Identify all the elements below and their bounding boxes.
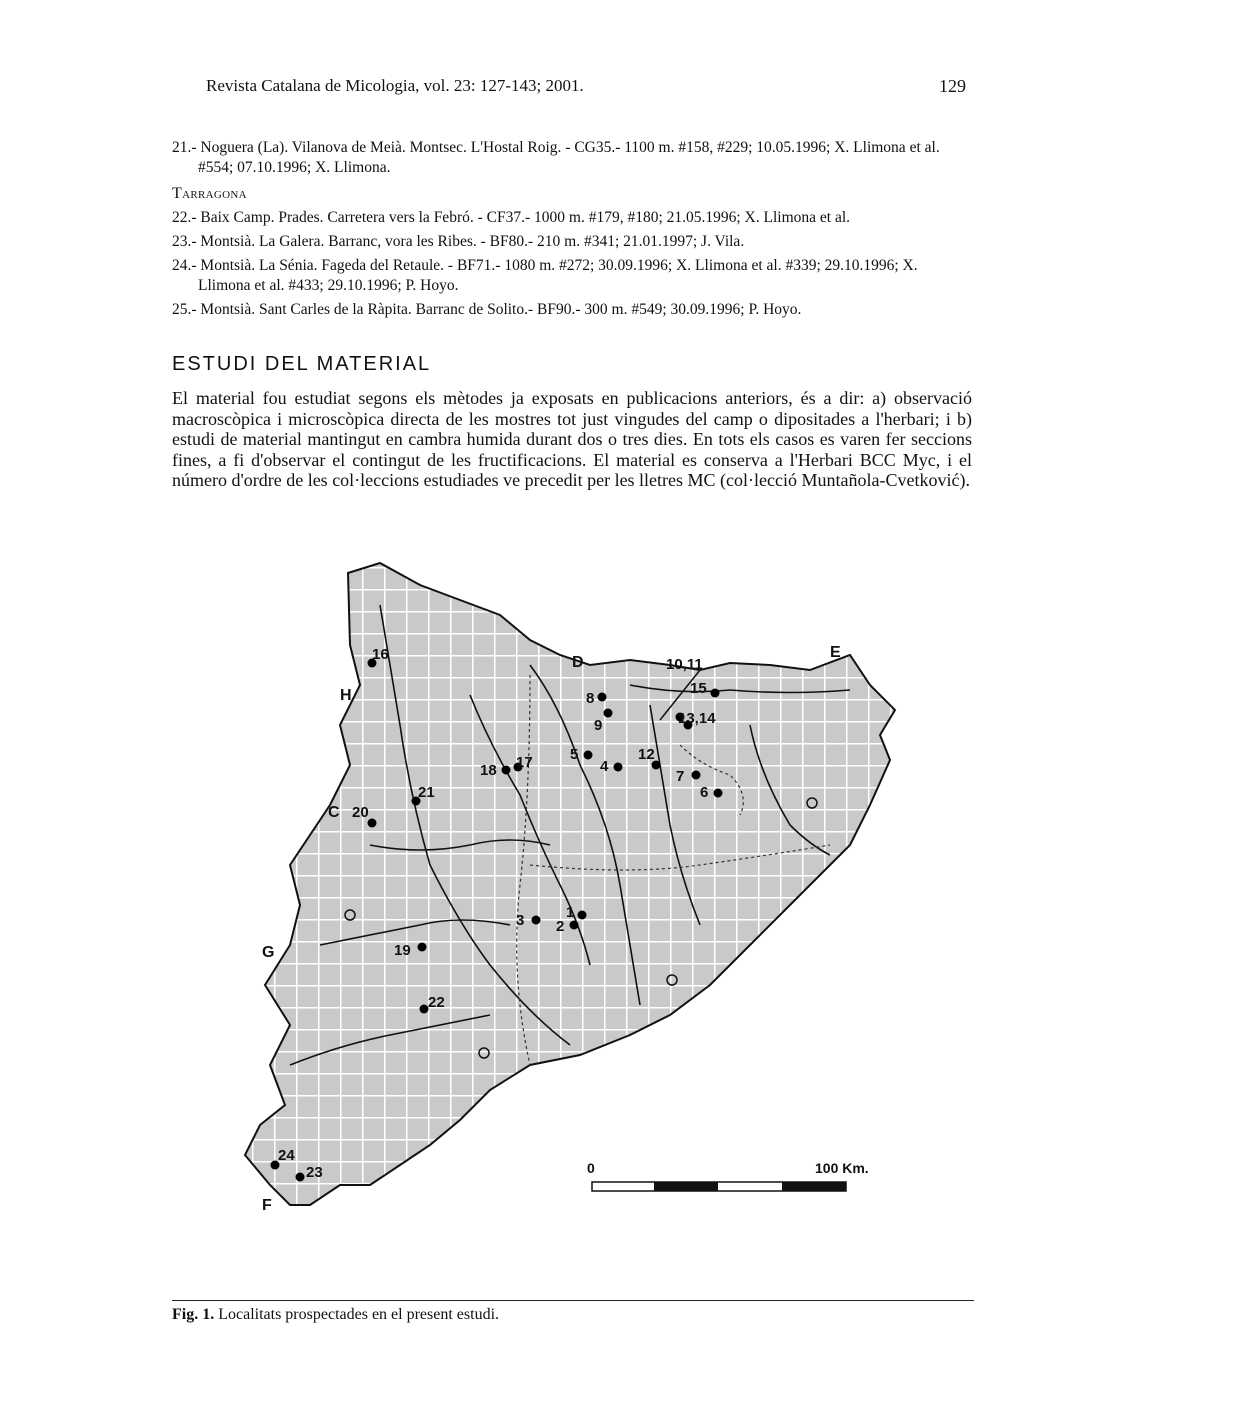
site-label: 22 <box>428 994 445 1011</box>
site-label: 8 <box>586 690 595 707</box>
border-letter-h: H <box>340 687 352 704</box>
site-label: 21 <box>418 784 435 801</box>
region-heading: Tarragona <box>172 185 247 202</box>
site-dot <box>714 789 723 798</box>
site-dot <box>584 751 593 760</box>
site-label: 23 <box>306 1164 323 1181</box>
scale-bar <box>587 1160 869 1191</box>
site-dot <box>502 766 511 775</box>
site-dot <box>296 1173 305 1182</box>
scale-bar-segment <box>782 1182 846 1191</box>
border-letter-e: E <box>830 644 841 661</box>
figure-label: Fig. 1. <box>172 1306 215 1323</box>
map-svg <box>230 545 910 1265</box>
running-header <box>206 76 966 100</box>
site-label: 19 <box>394 942 411 959</box>
border-letter-f: F <box>262 1197 272 1214</box>
site-dot <box>692 771 701 780</box>
site-label: 6 <box>700 784 709 801</box>
site-dot <box>604 709 613 718</box>
site-dot <box>614 763 623 772</box>
border-letter-g: G <box>262 944 275 961</box>
site-label: 10,11 <box>666 656 703 673</box>
section-title: ESTUDI DEL MATERIAL <box>172 353 432 375</box>
site-dot <box>418 943 427 952</box>
locality-list <box>172 138 972 324</box>
site-label: 15 <box>690 680 707 697</box>
figure-caption-text: Localitats prospectades en el present estudi. <box>214 1306 500 1323</box>
site-dot <box>711 689 720 698</box>
site-dot <box>598 693 607 702</box>
locality-entry: 24.- Montsià. La Sénia. Fageda del Retaule. - BF71.- 1080 m. #272; 30.09.1996; X. Llimona et al. #339; 29.10.1996; X. Llimona et al. #433; 29.10.1996; P. Hoyo. <box>172 257 918 294</box>
site-label: 20 <box>352 804 369 821</box>
site-dot <box>578 911 587 920</box>
locality-entry: 21.- Noguera (La). Vilanova de Meià. Montsec. L'Hostal Roig. - CG35.- 1100 m. #158, #229; 10.05.1996; X. Llimona et al. #554; 07.10.1996; X. Llimona. <box>172 139 940 176</box>
site-dot <box>532 916 541 925</box>
site-label: 24 <box>278 1147 295 1164</box>
site-label: 5 <box>570 746 579 763</box>
journal-citation: Revista Catalana de Micologia, vol. 23: 127-143; 2001. <box>206 76 584 95</box>
catalonia-outline <box>245 563 895 1205</box>
site-label: 13,14 <box>678 710 716 727</box>
site-label: 1 <box>566 904 575 921</box>
page-number: 129 <box>939 76 966 96</box>
site-label: 16 <box>372 646 389 663</box>
scale-label-start: 0 <box>587 1160 595 1176</box>
site-label: 9 <box>594 717 603 734</box>
site-label: 7 <box>676 768 685 785</box>
locality-entry: 22.- Baix Camp. Prades. Carretera vers la Febró. - CF37.- 1000 m. #179, #180; 21.05.1996; X. Llimona et al. <box>172 209 851 226</box>
section-body: El material fou estudiat segons els mètodes ja exposats en publicacions anteriors, és a dir: a) observació macroscòpica i microscòpica directa de les mostres tot just vingudes del camp o dipositades a l'herbari; i b) estudi de material mantingut en cambra humida durant dos o tres dies. En tots els casos es varen fer seccions fines, a fi d'observar el contingut de les fructificacions. El material es conserva a l'Herbari BCC Myc, i el número d'ordre de les col·leccions estudiades ve precedit per les lletres MC (col·lecció Muntañola-Cvetković). <box>172 388 972 490</box>
scale-label-end: 100 Km. <box>815 1160 869 1176</box>
site-label: 18 <box>480 762 497 779</box>
site-label: 2 <box>556 918 565 935</box>
caption-rule <box>172 1300 974 1301</box>
scale-bar-segment <box>654 1182 718 1191</box>
figure-caption <box>172 1306 499 1324</box>
locality-entry: 23.- Montsià. La Galera. Barranc, vora les Ribes. - BF80.- 210 m. #341; 21.01.1997; J. Vila. <box>172 233 745 250</box>
site-label: 3 <box>516 912 525 929</box>
site-label: 12 <box>638 746 655 763</box>
border-letter-c: C <box>328 804 340 821</box>
site-label: 17 <box>516 754 533 771</box>
locality-entry: 25.- Montsià. Sant Carles de la Ràpita. Barranc de Solito.- BF90.- 300 m. #549; 30.09.1996; P. Hoyo. <box>172 301 802 318</box>
site-dot <box>368 819 377 828</box>
site-label: 4 <box>600 758 609 775</box>
border-letter-d: D <box>572 654 584 671</box>
site-dot <box>570 921 579 930</box>
catalonia-map-figure <box>230 545 910 1265</box>
